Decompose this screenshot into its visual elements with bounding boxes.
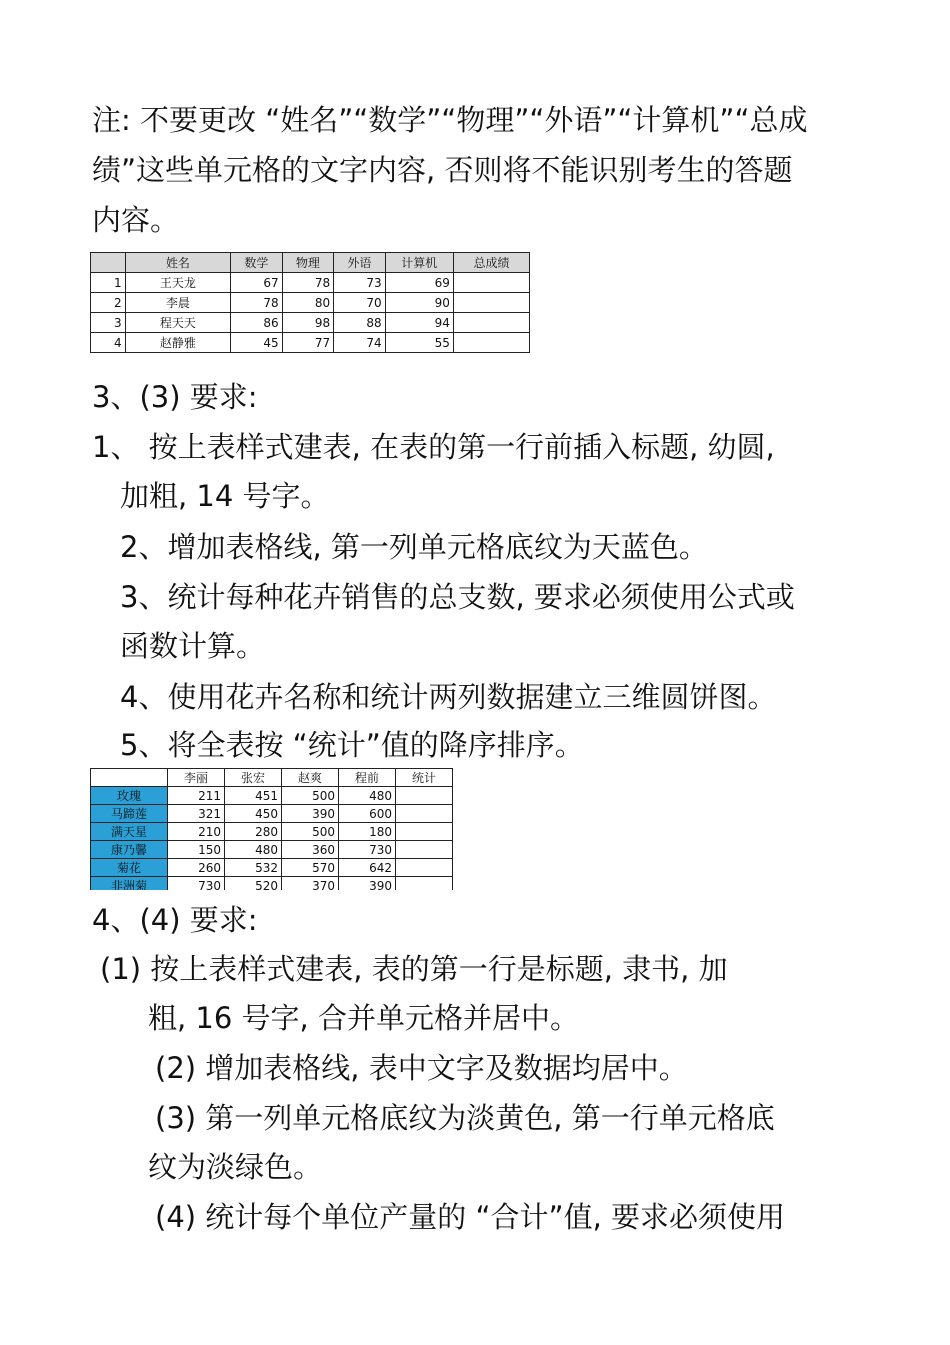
header-name: 姓名 [125,253,231,273]
header-index-cell [91,253,126,273]
sales-value: 500 [282,787,339,805]
section3-item-1: 1、 按上表样式建表, 在表的第一行前插入标题, 幼圆, [92,430,775,464]
table-row [91,333,530,353]
row-index: 2 [91,293,126,313]
header-seller-4: 程前 [339,769,396,787]
computer-score: 90 [385,293,453,313]
computer-score: 55 [385,333,453,353]
intro-line-2: 绩”这些单元格的文字内容, 否则将不能识别考生的答题 [92,153,793,187]
computer-score: 94 [385,313,453,333]
intro-line-1: 注: 不要更改 “姓名”“数学”“物理”“外语”“计算机”“总成 [92,103,808,137]
sales-value: 451 [225,787,282,805]
sales-value: 450 [225,805,282,823]
english-score: 74 [334,333,386,353]
english-score: 70 [334,293,386,313]
flower-name: 菊花 [91,859,168,877]
table-row [91,859,453,877]
scores-table [90,252,530,356]
section3-heading: 3、(3) 要求: [92,380,258,414]
flower-name: 康乃馨 [91,841,168,859]
stat-value [396,805,453,823]
math-score: 67 [231,273,283,293]
sales-value: 280 [225,823,282,841]
flower-name: 非洲菊 [91,877,168,891]
sales-value: 730 [168,877,225,891]
stat-value [396,787,453,805]
sales-value: 480 [225,841,282,859]
total-score [453,333,529,353]
total-score [453,293,529,313]
sales-value: 390 [339,877,396,891]
sales-value: 370 [282,877,339,891]
stat-value [396,841,453,859]
table-row [91,313,530,333]
section4-heading: 4、(4) 要求: [92,903,258,937]
table-row [91,293,530,313]
scores-header-row [91,253,530,273]
sales-value: 260 [168,859,225,877]
section3-item-3-cont: 函数计算。 [120,629,266,663]
table-row [91,805,453,823]
header-computer: 计算机 [385,253,453,273]
section3-item-1-cont: 加粗, 14 号字。 [120,479,330,513]
table-row [91,823,453,841]
row-index: 4 [91,333,126,353]
physics-score: 98 [282,313,334,333]
sales-value: 480 [339,787,396,805]
sales-value: 600 [339,805,396,823]
intro-line-3: 内容。 [92,203,180,237]
table-row [91,841,453,859]
sales-value: 520 [225,877,282,891]
section3-item-2: 2、增加表格线, 第一列单元格底纹为天蓝色。 [120,530,708,564]
header-seller-3: 赵爽 [282,769,339,787]
header-total: 总成绩 [453,253,529,273]
header-english: 外语 [334,253,386,273]
section4-item-1-cont: 粗, 16 号字, 合并单元格并居中。 [148,1001,579,1035]
header-math: 数学 [231,253,283,273]
stat-value [396,877,453,891]
stat-value [396,859,453,877]
total-score [453,273,529,293]
student-name: 程天天 [125,313,231,333]
row-index: 1 [91,273,126,293]
header-stat: 统计 [396,769,453,787]
section4-item-3: (3) 第一列单元格底纹为淡黄色, 第一行单元格底 [155,1101,775,1135]
section3-item-5: 5、将全表按 “统计”值的降序排序。 [120,728,584,762]
math-score: 78 [231,293,283,313]
table-row [91,273,530,293]
english-score: 73 [334,273,386,293]
section4-item-3-cont: 纹为淡绿色。 [148,1150,323,1184]
sales-value: 210 [168,823,225,841]
flower-name: 马蹄莲 [91,805,168,823]
section4-item-4: (4) 统计每个单位产量的 “合计”值, 要求必须使用 [155,1200,786,1234]
sales-value: 730 [339,841,396,859]
physics-score: 78 [282,273,334,293]
math-score: 45 [231,333,283,353]
sales-value: 390 [282,805,339,823]
header-seller-1: 李丽 [168,769,225,787]
student-name: 赵静雅 [125,333,231,353]
header-physics: 物理 [282,253,334,273]
sales-value: 642 [339,859,396,877]
student-name: 王天龙 [125,273,231,293]
sales-value: 180 [339,823,396,841]
header-seller-2: 张宏 [225,769,282,787]
physics-score: 77 [282,333,334,353]
section4-item-1: (1) 按上表样式建表, 表的第一行是标题, 隶书, 加 [100,952,728,986]
math-score: 86 [231,313,283,333]
table-row [91,877,453,891]
stat-value [396,823,453,841]
sales-value: 321 [168,805,225,823]
sales-value: 360 [282,841,339,859]
sales-value: 532 [225,859,282,877]
row-index: 3 [91,313,126,333]
flower-sales-table [90,768,478,890]
sales-value: 570 [282,859,339,877]
flower-header-row [91,769,453,787]
student-name: 李晨 [125,293,231,313]
section3-item-4: 4、使用花卉名称和统计两列数据建立三维圆饼图。 [120,680,777,714]
flower-name: 满天星 [91,823,168,841]
section3-item-3: 3、统计每种花卉销售的总支数, 要求必须使用公式或 [120,580,795,614]
sales-value: 211 [168,787,225,805]
table-row [91,787,453,805]
flower-name: 玫瑰 [91,787,168,805]
english-score: 88 [334,313,386,333]
sales-value: 500 [282,823,339,841]
section4-item-2: (2) 增加表格线, 表中文字及数据均居中。 [155,1051,688,1085]
sales-value: 150 [168,841,225,859]
computer-score: 69 [385,273,453,293]
total-score [453,313,529,333]
header-corner [91,769,168,787]
physics-score: 80 [282,293,334,313]
